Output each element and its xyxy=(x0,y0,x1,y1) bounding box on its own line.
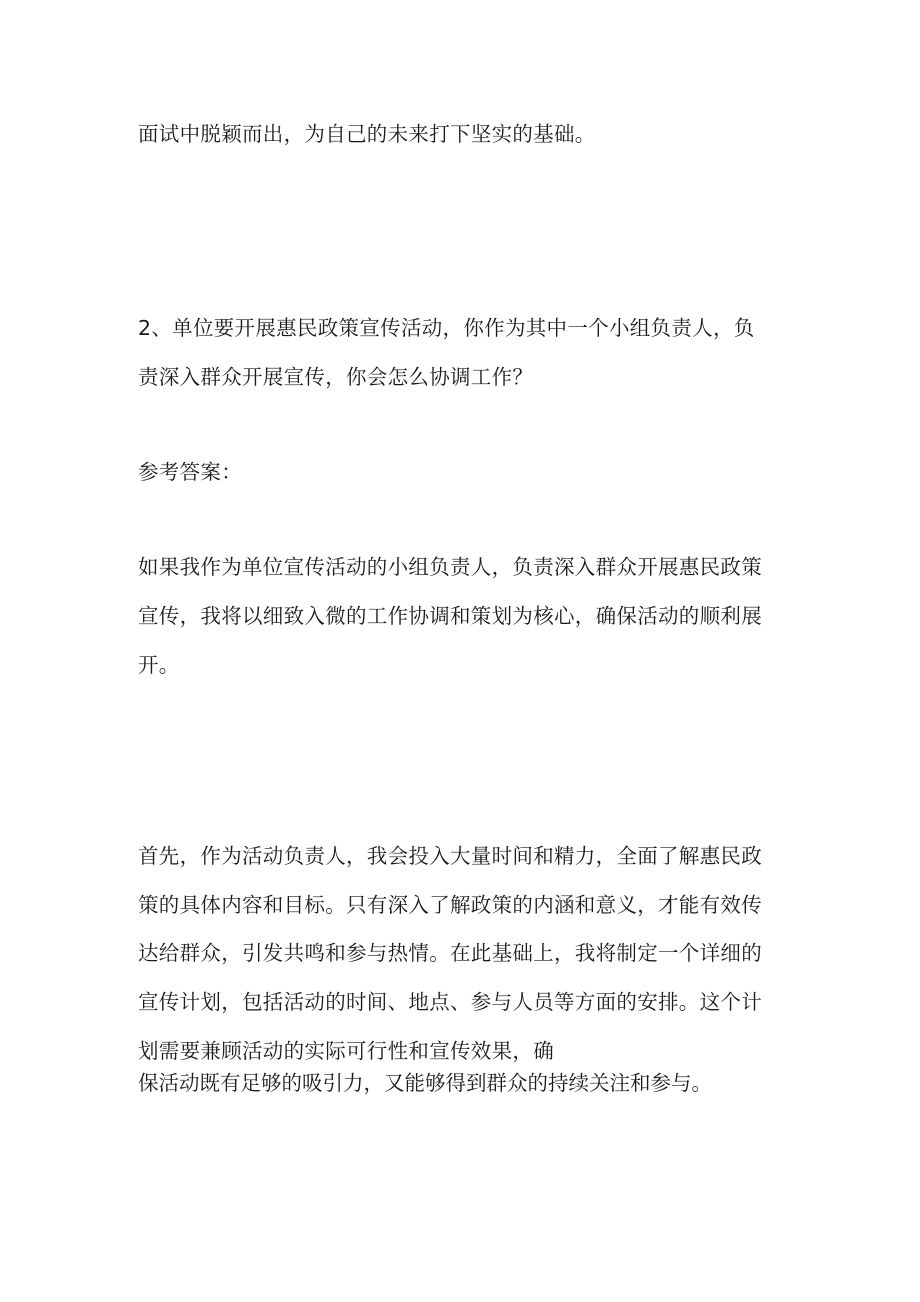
para2-line-2: 策的具体内容和目标。只有深入了解政策的内涵和意义，才能有效传 xyxy=(138,893,762,917)
para2-line-3: 达给群众，引发共鸣和参与热情。在此基础上，我将制定一个详细的 xyxy=(138,941,762,965)
para1-line-3: 开。 xyxy=(138,653,180,677)
para2-line-5: 划需要兼顾活动的实际可行性和宣传效果，确 xyxy=(138,1039,554,1063)
para1-line-2: 宣传，我将以细致入微的工作协调和策划为核心，确保活动的顺利展 xyxy=(138,604,762,628)
para2-line-1: 首先，作为活动负责人，我会投入大量时间和精力，全面了解惠民政 xyxy=(138,844,762,868)
question-number: 2 xyxy=(138,316,152,340)
para1-line-1: 如果我作为单位宣传活动的小组负责人，负责深入群众开展惠民政策 xyxy=(138,555,762,579)
question-line-1 xyxy=(138,318,755,339)
question-line-2: 责深入群众开展宣传，你会怎么协调工作？ xyxy=(138,365,534,389)
question-text: 、单位要开展惠民政策宣传活动，你作为其中一个小组负责人，负 xyxy=(151,316,755,340)
intro-line-1: 面试中脱颖而出，为自己的未来打下坚实的基础。 xyxy=(138,122,596,146)
para2-line-6: 保活动既有足够的吸引力，又能够得到群众的持续关注和参与。 xyxy=(138,1071,712,1095)
para2-line-4: 宣传计划，包括活动的时间、地点、参与人员等方面的安排。这个计 xyxy=(138,990,762,1014)
answer-label: 参考答案： xyxy=(138,460,242,484)
